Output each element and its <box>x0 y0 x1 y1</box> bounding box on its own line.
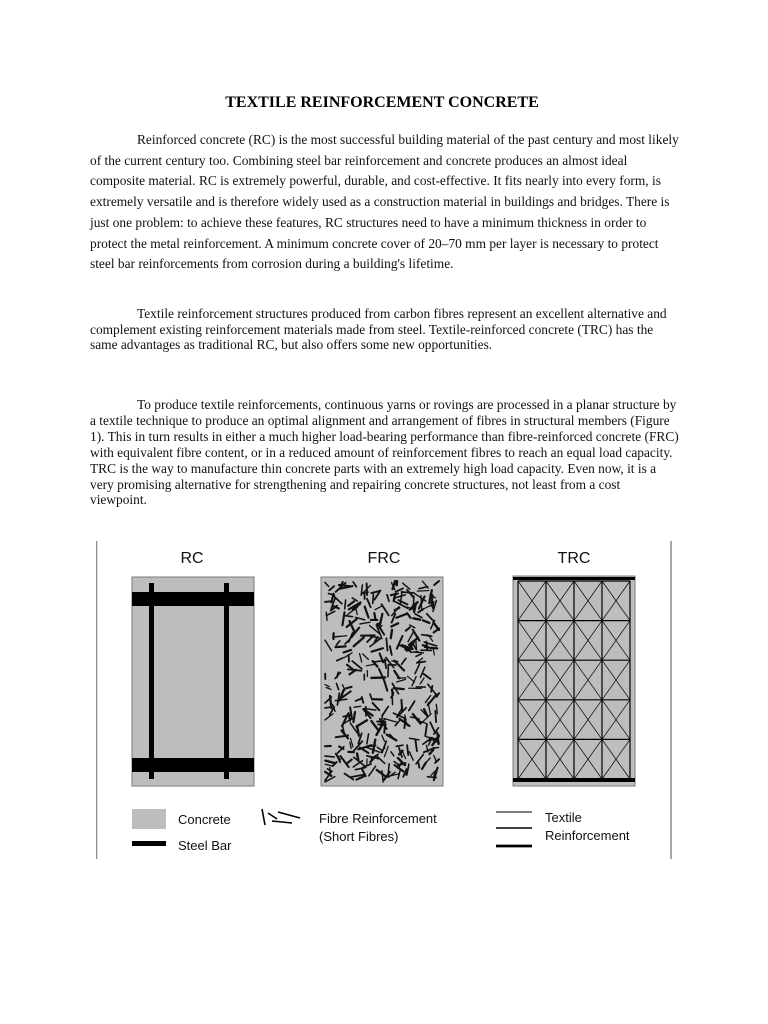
short-fibre <box>407 745 408 755</box>
figure-1-diagram <box>96 541 672 859</box>
legend-concrete-swatch <box>132 809 166 829</box>
short-fibre <box>391 630 392 638</box>
panel-label-rc: RC <box>180 550 204 567</box>
trc-panel <box>513 576 635 786</box>
legend-fibre-label-2: (Short Fibres) <box>319 829 399 844</box>
legend-fibre-swatch <box>262 809 300 825</box>
short-fibre <box>374 613 375 619</box>
short-fibre <box>417 591 429 592</box>
short-fibre <box>413 618 420 619</box>
figure-1 <box>96 541 672 859</box>
short-fibre <box>373 594 374 603</box>
legend-steel-bar-label: Steel Bar <box>178 838 232 853</box>
short-fibre <box>325 756 334 757</box>
short-fibre <box>396 745 403 746</box>
short-fibre <box>433 747 439 748</box>
short-fibre <box>325 707 330 708</box>
short-fibre <box>423 645 428 647</box>
legend-textile-label-1: Textile <box>545 810 582 825</box>
legend-concrete-label: Concrete <box>178 812 231 827</box>
short-fibre <box>330 696 331 708</box>
short-fibre <box>392 690 393 696</box>
short-fibre <box>435 711 436 722</box>
short-fibre <box>386 638 387 650</box>
paragraph-2: Textile reinforcement structures produced from carbon fibres represent an excellent alternative and complement existing reinforcement materials made from steel. Textile-reinforced concrete (TRC) has the same advantages as traditional RC, but also offers some new opportunities. <box>90 306 667 353</box>
short-fibre <box>353 712 355 722</box>
short-fibre <box>405 649 410 651</box>
legend <box>132 809 630 853</box>
short-fibre <box>357 753 358 759</box>
short-fibre <box>354 706 361 707</box>
short-fibre <box>346 687 351 688</box>
paragraph-3: To produce textile reinforcements, continuous yarns or rovings are processed in a planar structure by a textile technique to produce an optimal alignment and arrangement of fibres in structural members (Figure 1). This in turn results in either a much higher load-bearing performance than fibre-reinforced concrete (FRC) with equivalent fibre content, or in a reduced amount of reinforcement fibres to reach an equal load capacity. TRC is the way to manufacture thin concrete parts with an extremely high load capacity. Even now, it is a very promising alternative for strengthening and repairing concrete structures, not least from a cost viewpoint. <box>90 397 679 508</box>
panel-label-frc: FRC <box>367 550 401 567</box>
short-fibre <box>414 652 424 653</box>
legend-fibre-label-1: Fibre Reinforcement <box>319 811 437 826</box>
short-fibre <box>401 592 414 593</box>
short-fibre <box>345 600 346 609</box>
rc-panel <box>132 577 254 786</box>
legend-steel-bar-swatch <box>132 841 166 846</box>
legend-textile-label-2: Reinforcement <box>545 828 630 843</box>
rc-steel-bar-left <box>149 583 154 779</box>
textile-edge-top <box>513 577 635 580</box>
textile-edge-bottom <box>513 778 635 782</box>
paragraph-1: Reinforced concrete (RC) is the most successful building material of the past century and most likely of the current century too. Combining steel bar reinforcement and concrete produces an almost ideal composite material. RC is extremely powerful, durable, and cost-effective. It fits nearly into every form, is extremely versatile and is therefore widely used as a construction material in buildings and bridges. There is just one problem: to achieve these features, RC structures need to have a minimum thickness in order to protect the metal reinforcement. A minimum concrete cover of 20–70 mm per layer is necessary to protect steel bar reinforcements from corrosion during a building's lifetime. <box>90 132 679 272</box>
short-fibre <box>335 646 345 647</box>
document-title: TEXTILE REINFORCEMENT CONCRETE <box>225 94 539 111</box>
frc-panel <box>321 577 443 786</box>
short-fibre <box>418 762 419 768</box>
short-fibre <box>326 612 327 620</box>
short-fibre <box>404 719 405 728</box>
panel-label-trc: TRC <box>557 550 591 567</box>
short-fibre <box>433 602 434 608</box>
rc-steel-bar-right <box>224 583 229 779</box>
